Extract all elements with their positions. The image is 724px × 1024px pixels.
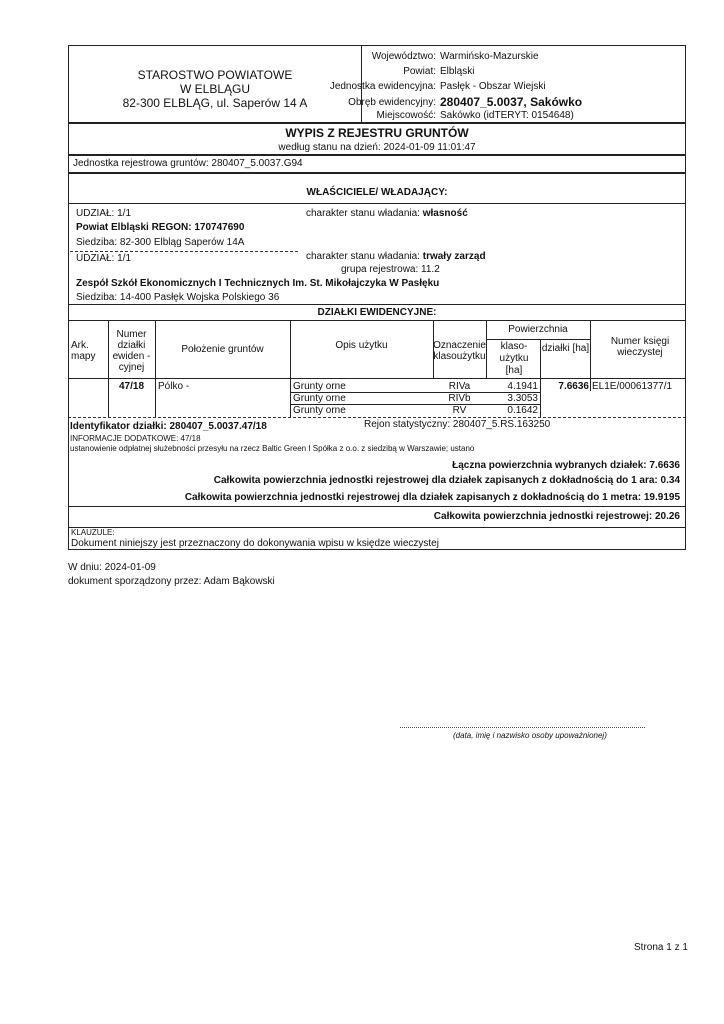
owner-1-seat: Siedziba: 82-300 Elbląg Saperów 14A (76, 237, 245, 248)
owner-separator (70, 251, 298, 252)
use-1-area: 4.1941 (507, 381, 538, 392)
row-rule-1 (290, 392, 540, 393)
col-area: Powierzchnia (508, 324, 568, 335)
row-book: EL1E/00061377/1 (592, 381, 673, 392)
owners-heading-rule (68, 203, 686, 204)
locality-label: Miejscowość: (376, 110, 436, 121)
col-divider-7 (590, 320, 591, 379)
footer-date: W dniu: 2024-01-09 (68, 562, 156, 573)
unit-label: Jednostka ewidencyjna: (329, 81, 436, 92)
precinct-value: 280407_5.0037, Sakówko (440, 95, 583, 109)
col-book: Numer księgi wieczystej (610, 336, 670, 358)
document-title: WYPIS Z REJESTRU GRUNTÓW (285, 126, 469, 140)
register-unit: Jednostka rejestrowa gruntów: 280407_5.0037.G94 (73, 158, 303, 169)
row-divider-3 (290, 379, 291, 417)
row-end-rule (68, 417, 686, 418)
page-number: Strona 1 z 1 (634, 942, 688, 953)
precinct-label: Obręb ewidencyjny: (348, 97, 436, 108)
col-area-class: klaso- użytku [ha] (499, 341, 529, 376)
use-3-area: 0.1642 (507, 405, 538, 416)
row-divider-2 (155, 379, 156, 417)
county-value: Elbląski (440, 66, 475, 77)
area-subheader-rule (486, 339, 590, 340)
total-1m: Całkowita powierzchnia jednostki rejestrowej dla działek zapisanych z dokładnością do 1 metra: 19.9195 (184, 492, 680, 503)
frame-left (68, 45, 69, 550)
signature-caption: (data, imię i nazwisko osoby upoważnionej) (453, 731, 607, 740)
owner-2-seat: Siedziba: 14-400 Pasłęk Wojska Polskiego 36 (76, 292, 280, 303)
row-number: 47/18 (118, 381, 145, 392)
owner-1-name: Powiat Elbląski REGON: 170747690 (76, 222, 245, 233)
parcels-heading: DZIAŁKI EWIDENCYJNE: (317, 307, 437, 318)
office-line-2: W ELBLĄGU (179, 82, 251, 96)
office-name (70, 68, 360, 110)
owner-2-group: grupa rejestrowa: 11.2 (341, 264, 440, 275)
owner-1-character-label: charakter stanu władania: (306, 208, 420, 219)
owner-2-name: Zespół Szkół Ekonomicznych I Technicznych Im. St. Mikołajczyka W Pasłęku (76, 278, 440, 289)
col-class: Oznaczenie klasoużytku (433, 340, 486, 362)
col-number: Numer działki ewiden -cyjnej (112, 329, 151, 373)
row-divider-7 (590, 379, 591, 391)
footer-author: dokument sporządzony przez: Adam Bąkowski (68, 576, 275, 587)
use-1-usage: Grunty orne (293, 381, 346, 392)
use-1-class: RIVa (448, 381, 471, 392)
use-3-usage: Grunty orne (293, 405, 346, 416)
owner-2-character-value: trwały zarząd (422, 251, 486, 262)
statistical-region: Rejon statystyczny: 280407_5.RS.163250 (364, 419, 551, 430)
owner-2-character (306, 251, 486, 262)
totals-rule (68, 506, 686, 507)
parcel-identifier: Identyfikator działki: 280407_5.0037.47/18 (70, 421, 267, 432)
col-usage: Opis użytku (335, 340, 388, 351)
info-text: ustanowienie odpłatnej służebności przesyłu na rzecz Baltic Green I Spółka z o.o. z siedzibą w Warszawie; ustano (70, 444, 475, 453)
locality-value: Sakówko (idTERYT: 0154648) (440, 110, 574, 121)
office-line-1: STAROSTWO POWIATOWE (137, 68, 293, 82)
owners-heading: WŁAŚCICIELE/ WŁADAJĄCY: (306, 187, 448, 198)
total-1ar: Całkowita powierzchnia jednostki rejestrowej dla działek zapisanych z dokładnością do 1 ara: 0.34 (213, 475, 680, 486)
row-rule-2 (290, 404, 540, 405)
total-area: Całkowita powierzchnia jednostki rejestrowej: 20.26 (433, 511, 680, 522)
signature-line (400, 727, 645, 728)
total-selected: Łączna powierzchnia wybranych działek: 7.6636 (452, 460, 680, 471)
use-2-class: RIVb (448, 393, 471, 404)
row-location: Pólko - (158, 381, 190, 392)
col-sheet: Ark. mapy (71, 340, 96, 362)
use-2-area: 3.3053 (507, 393, 538, 404)
clauses-text: Dokument niniejszy jest przeznaczony do dokonywania wpisu w księdze wieczystej (71, 538, 439, 549)
owner-1-character (306, 208, 468, 219)
owner-1-character-value: własność (422, 208, 468, 219)
info-title: INFORMACJE DODATKOWE: 47/18 (70, 434, 201, 443)
col-location: Położenie gruntów (181, 344, 264, 355)
voivodeship-label: Województwo: (371, 51, 436, 62)
use-2-usage: Grunty orne (293, 393, 346, 404)
office-line-3: 82-300 ELBLĄG, ul. Saperów 14 A (122, 96, 308, 110)
row-parcel-area: 7.6636 (558, 381, 589, 392)
unit-value: Pasłęk - Obszar Wiejski (440, 81, 546, 92)
clauses-label: KLAUZULE: (71, 528, 115, 537)
owner-2-character-label: charakter stanu władania: (306, 251, 420, 262)
county-label: Powiat: (403, 66, 436, 77)
state-date: według stanu na dzień: 2024-01-09 11:01:47 (278, 142, 476, 153)
frame-right (685, 45, 686, 550)
col-area-parcel: działki [ha] (541, 343, 590, 354)
voivodeship-value: Warmińsko-Mazurskie (440, 51, 539, 62)
use-3-class: RV (452, 405, 467, 416)
owner-1-share: UDZIAŁ: 1/1 (76, 208, 132, 219)
owner-2-share: UDZIAŁ: 1/1 (76, 253, 132, 264)
